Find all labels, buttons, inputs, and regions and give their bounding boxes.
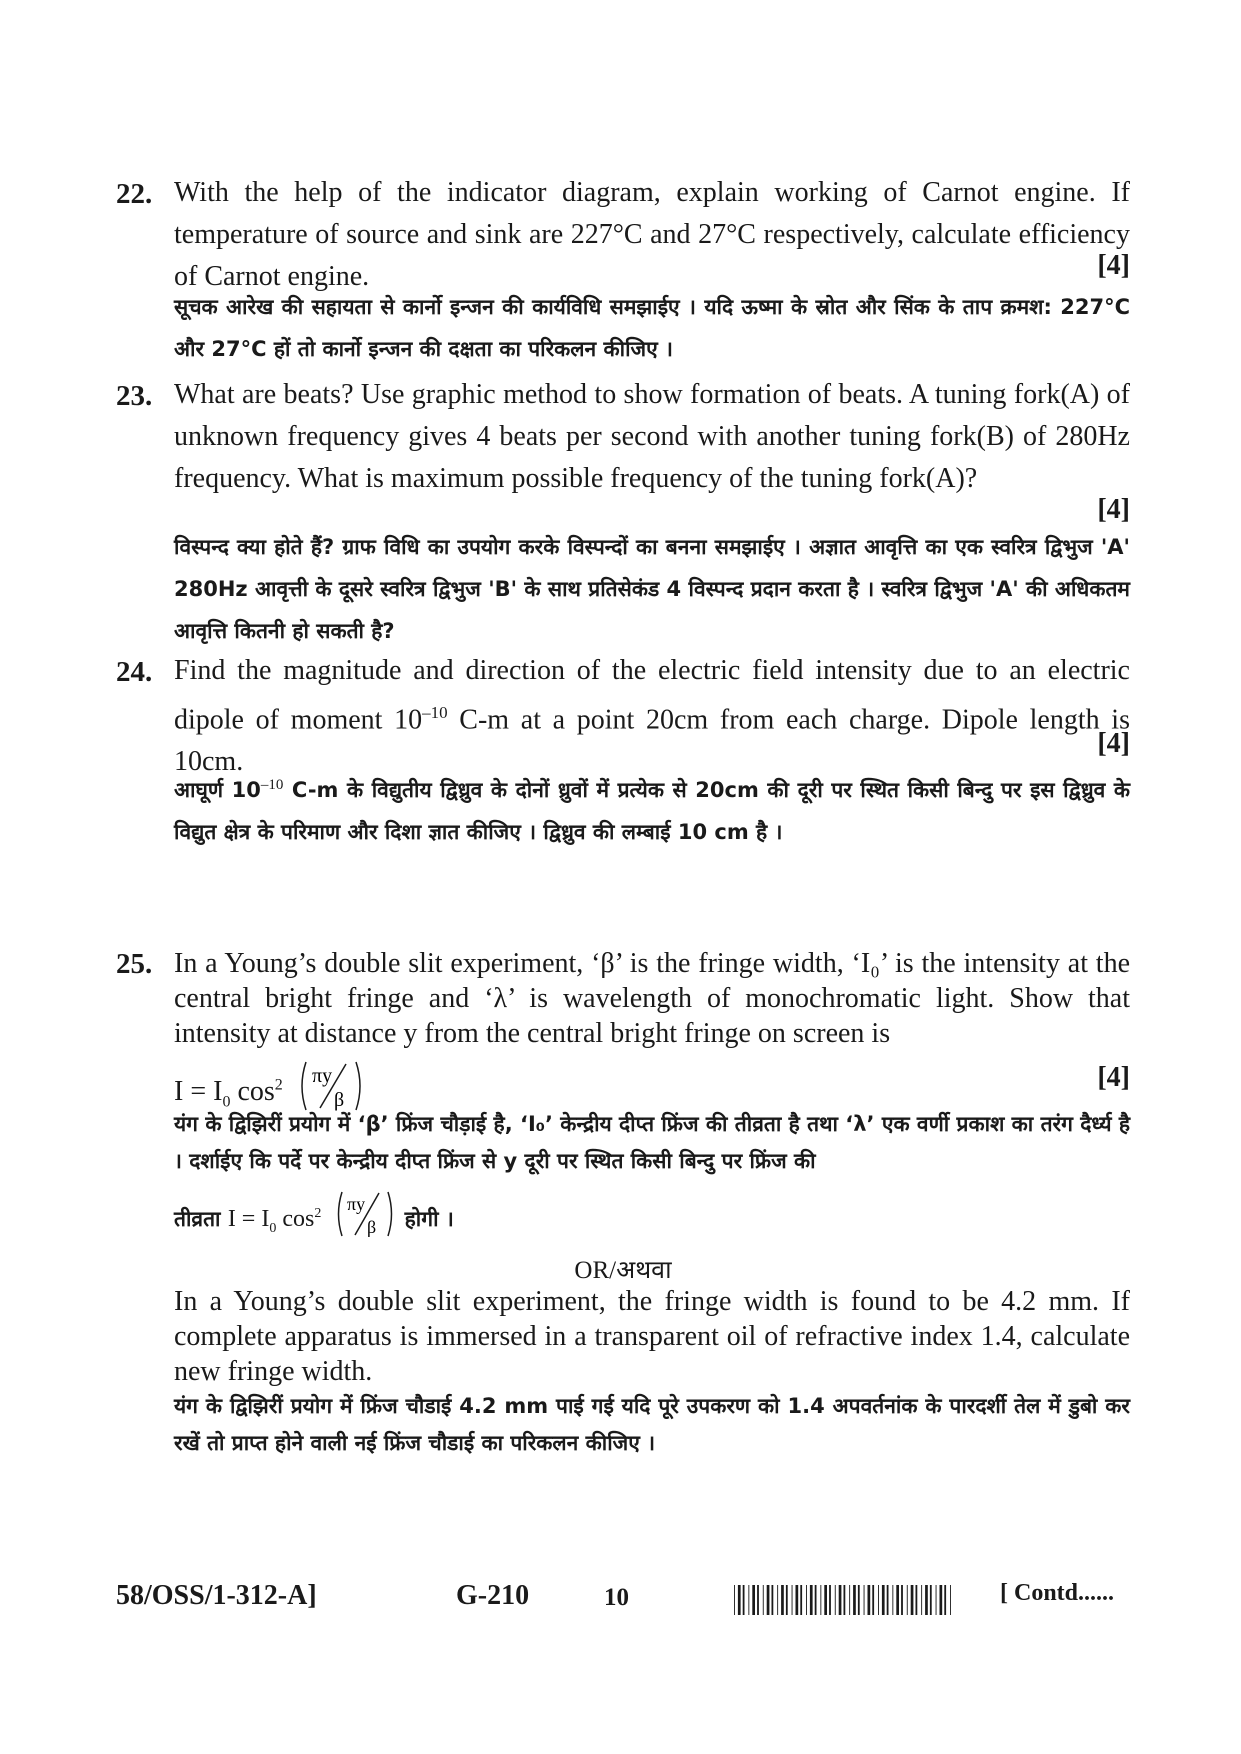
formula-superscript: 2 bbox=[314, 1206, 322, 1221]
formula-subscript: 0 bbox=[269, 1220, 277, 1236]
question-text-english: With the help of the indicator diagram, explain working of Carnot engine. If temperature of source and sink are 227°C and 27°C respectively, calculate efficiency of Carnot engine. bbox=[174, 177, 1130, 292]
barcode-image bbox=[734, 1585, 954, 1615]
question-text-hindi: विस्पन्द क्या होते हैं? ग्राफ विधि का उपयोग करके विस्पन्दों का बनना समझाईए । अज्ञात आवृत्ति का एक स्वरित्र द्विभुज 'A' 280Hz आवृत्ती के दूसरे स्वरित्र द्विभुज 'B' के साथ प्रतिसेकंड 4 विस्पन्द प्रदान करता है । स्वरित्र द्विभुज 'A' की अधिकतम आवृत्ति कितनी हो सकती है? bbox=[174, 535, 1130, 643]
alternate-question-english: In a Young’s double slit experiment, the fringe width is found to be 4.2 mm. If complete apparatus is immersed in a transparent oil of refractive index 1.4, calculate new fringe width. bbox=[174, 1286, 1130, 1387]
question-text-english: In a Young’s double slit experiment, ‘β’ is the fringe width, ‘I₀’ is the intensity at the central bright fringe and ‘λ’ is wavelength of monochromatic light. Show that intensity at distance y from the central bright fringe on screen is bbox=[174, 948, 1130, 1049]
exponent: –10 bbox=[422, 703, 448, 722]
exponent: –10 bbox=[260, 777, 284, 793]
formula-lhs: I = I bbox=[227, 1206, 270, 1232]
formula-cos: cos bbox=[230, 1076, 275, 1107]
question-text-hindi: यंग के द्विझिरीं प्रयोग में ‘β’ फ्रिंज चौड़ाई है, ‘I₀’ केन्द्रीय दीप्त फ्रिंज की तीव्रता है तथा ‘λ’ एक वर्णी प्रकाश का तरंग दैर्ध्य है । दर्शाईए कि पर्दे पर केन्द्रीय दीप्त फ्रिंज से y दूरी पर स्थित किसी बिन्दु पर फ्रिंज की bbox=[174, 1112, 1130, 1173]
question-text-hindi bbox=[174, 764, 1130, 853]
formula-subscript: 0 bbox=[222, 1093, 231, 1111]
continued-label: [ Contd...... bbox=[1000, 1580, 1115, 1606]
marks-label: [4] bbox=[1097, 250, 1130, 281]
question-number: 24. bbox=[116, 656, 153, 688]
question-number: 25. bbox=[116, 948, 153, 980]
marks-label: [4] bbox=[1097, 494, 1130, 525]
text-after-exponent: C-m at a point 20cm from each charge. Dipole length is 10cm. bbox=[174, 704, 1130, 778]
text-before-exponent: Find the magnitude and direction of the electric field intensity due to an electric dipole of moment 10 bbox=[174, 655, 1130, 736]
formula-superscript: 2 bbox=[274, 1076, 283, 1094]
formula-cos: cos bbox=[276, 1206, 315, 1232]
fraction-numerator: πy bbox=[347, 1194, 366, 1214]
fraction-denominator: β bbox=[367, 1217, 377, 1237]
question-text-hindi: सूचक आरेख की सहायता से कार्नो इन्जन की कार्यविधि समझाईए । यदि ऊष्मा के स्रोत और सिंक के ताप क्रमश: 227°C और 27°C हों तो कार्नो इन्जन की दक्षता का परिकलन कीजिए । bbox=[174, 295, 1130, 361]
fraction-numerator: πy bbox=[311, 1065, 332, 1087]
paper-code: 58/OSS/1-312-A] bbox=[116, 1580, 317, 1611]
paper-series: G-210 bbox=[456, 1580, 530, 1611]
text-before-exponent: आघूर्ण 10 bbox=[174, 778, 261, 802]
marks-label: [4] bbox=[1097, 1062, 1130, 1093]
hindi-intensity-formula bbox=[174, 1188, 454, 1240]
page-number: 10 bbox=[604, 1584, 629, 1611]
question-text-english: What are beats? Use graphic method to show formation of beats. A tuning fork(A) of unknown frequency gives 4 beats per second with another tuning fork(B) of 280Hz frequency. What is maximum possible frequency of the tuning fork(A)? bbox=[174, 379, 1130, 494]
question-number: 22. bbox=[116, 178, 153, 210]
formula-lhs: I = I bbox=[174, 1076, 223, 1107]
fraction-denominator: β bbox=[333, 1089, 344, 1111]
question-number: 23. bbox=[116, 380, 153, 412]
or-divider: OR/अथवा bbox=[574, 1257, 672, 1284]
marks-label: [4] bbox=[1097, 728, 1130, 759]
alternate-question-hindi: यंग के द्विझिरीं प्रयोग में फ्रिंज चौडाई 4.2 mm पाई गई यदि पूरे उपकरण को 1.4 अपवर्तनांक के पारदर्शी तेल में डुबो कर रखें तो प्राप्त होने वाली नई फ्रिंज चौडाई का परिकलन कीजिए । bbox=[174, 1394, 1130, 1455]
hindi-formula-prefix: तीव्रता bbox=[174, 1207, 228, 1231]
formula-fraction bbox=[333, 1188, 397, 1240]
hindi-formula-suffix: होगी । bbox=[397, 1207, 454, 1231]
text-after-exponent: C-m के विद्युतीय द्विध्रुव के दोनों ध्रुवों में प्रत्येक से 20cm की दूरी पर स्थित किसी बिन्दु पर इस द्विध्रुव के विद्युत क्षेत्र के परिमाण और दिशा ज्ञात कीजिए । द्विध्रुव की लम्बाई 10 cm है । bbox=[174, 778, 1130, 844]
